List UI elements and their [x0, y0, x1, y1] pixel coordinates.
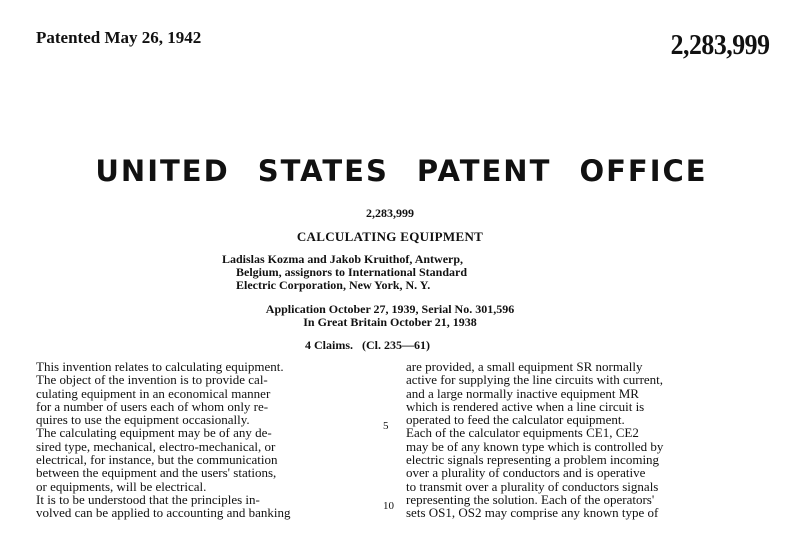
text-line: are provided, a small equipment SR normally [406, 359, 643, 374]
patent-title: CALCULATING EQUIPMENT [296, 229, 484, 244]
text-line: The object of the invention is to provide cal- [36, 372, 268, 388]
text-line: electric signals representing a problem incoming [406, 452, 660, 468]
patented-date: Patented May 26, 1942 [36, 28, 202, 47]
text-line: to transmit over a plurality of conductors signals [406, 478, 659, 494]
claims-count: 4 Claims. [305, 338, 353, 352]
classification: (Cl. 235—61) [362, 338, 430, 352]
text-line: quires to use the equipment occasionally. [36, 412, 250, 428]
inventors-line-2: Belgium, assignors to International Standard [236, 265, 468, 279]
body-column-left [36, 360, 376, 520]
text-line: or equipments, will be electrical. [36, 478, 207, 494]
inventors-line-3: Electric Corporation, New York, N. Y. [236, 278, 431, 292]
patent-number: 2,283,999 [366, 206, 414, 220]
claims-line [305, 338, 430, 353]
office-heading: UNITED STATES PATENT OFFICE [95, 154, 708, 188]
text-line: active for supplying the line circuits with current, [406, 372, 664, 388]
line-number-5: 5 [383, 420, 389, 432]
text-line: Each of the calculator equipments CE1, CE2 [406, 425, 639, 441]
text-line: for a number of users each of whom only re- [36, 398, 269, 414]
text-line: It is to be understood that the principles in- [36, 491, 260, 507]
text-line: The calculating equipment may be of any de- [36, 425, 272, 441]
text-line: culating equipment in an economical manner [36, 385, 271, 401]
text-line: over a plurality of conductors and is operative [406, 465, 646, 481]
text-line: This invention relates to calculating equipment. [36, 359, 284, 374]
text-line: and a large normally inactive equipment MR [406, 385, 639, 401]
body-column-right [406, 360, 746, 520]
text-line: between the equipment and the users' stations, [36, 465, 277, 481]
text-line: sired type, mechanical, electro-mechanical, or [36, 438, 276, 454]
text-line: representing the solution. Each of the operators' [406, 491, 655, 507]
line-number-10: 10 [383, 500, 394, 512]
application-line-2: In Great Britain October 21, 1938 [303, 315, 477, 329]
text-line: electrical, for instance, but the communication [36, 452, 278, 468]
text-line: sets OS1, OS2 may comprise any known type of [406, 505, 659, 521]
application-line-1: Application October 27, 1939, Serial No. 301,596 [265, 302, 515, 316]
text-line: volved can be applied to accounting and banking [36, 505, 291, 521]
text-line: operated to feed the calculator equipment. [406, 412, 625, 428]
patent-number-header: 2,283,999 [670, 30, 769, 61]
text-line: which is rendered active when a line circuit is [406, 398, 645, 414]
text-line: may be of any known type which is controlled by [406, 438, 664, 454]
inventors-line-1: Ladislas Kozma and Jakob Kruithof, Antwerp, [222, 252, 464, 266]
